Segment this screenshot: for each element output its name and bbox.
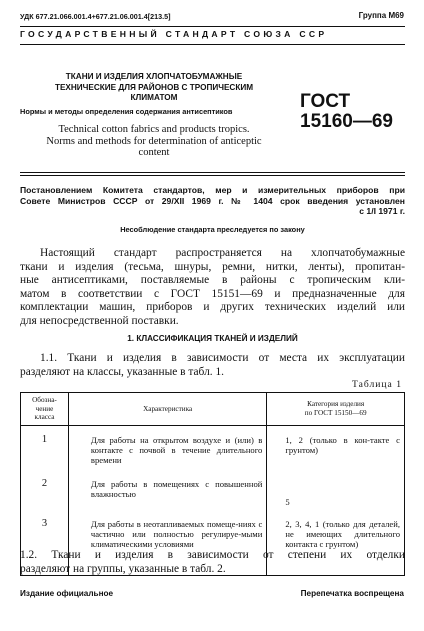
header-characteristic bbox=[68, 393, 266, 426]
official-edition-label: Издание официальное bbox=[20, 589, 114, 598]
intro-paragraph bbox=[20, 247, 405, 329]
cell-description: Для работы на открытом воздухе и (или) в контакте с почвой в течение длительного времени bbox=[68, 425, 266, 475]
intro-line: для непосредственной поставки. bbox=[20, 314, 179, 327]
group-code: Группа М69 bbox=[358, 11, 404, 20]
cell-class: 3 bbox=[21, 517, 69, 575]
paragraph-1-1 bbox=[20, 352, 405, 379]
intro-line: комплектации машин, приборов и других технических изделий или bbox=[20, 301, 405, 314]
header-class-designation bbox=[21, 393, 69, 426]
header-bottom-rule bbox=[20, 44, 405, 45]
intro-line: Настоящий стандарт распространяется на хлопчатобумажные bbox=[40, 247, 405, 259]
title-russian bbox=[20, 72, 288, 104]
cell-description: Для работы в неотапливаемых помеще-ниях с частично или полностью регулируе-мыми климатическими условиями bbox=[68, 517, 266, 575]
decree-top-rule bbox=[20, 172, 405, 173]
gost-number: 15160—69 bbox=[300, 111, 393, 132]
state-standard-banner: ГОСУДАРСТВЕННЫЙ СТАНДАРТ СОЮЗА ССР bbox=[20, 29, 328, 39]
penalty-notice: Несоблюдение стандарта преследуется по закону bbox=[120, 225, 305, 234]
title-en-line: Technical cotton fabrics and products tropics. bbox=[58, 124, 250, 135]
paragraph-1-2 bbox=[20, 549, 405, 576]
table-1 bbox=[20, 392, 405, 576]
reprint-prohibited-label: Перепечатка воспрещена bbox=[300, 589, 404, 598]
intro-line: ткани и изделия (тесьма, шнуры, ремни, нитки, ленты), пропитан- bbox=[20, 260, 405, 273]
title-ru-line: КЛИМАТОМ bbox=[130, 93, 178, 102]
title-ru-line: ТЕХНИЧЕСКИЕ ДЛЯ РАЙОНОВ С ТРОПИЧЕСКИМ bbox=[54, 82, 254, 92]
decree-top-rule-2 bbox=[20, 175, 405, 176]
p11-line: разделяют на классы, указанные в табл. 1. bbox=[20, 365, 224, 378]
p12-line: разделяют на группы, указанные в табл. 2. bbox=[20, 562, 226, 575]
table-caption: Таблица 1 bbox=[351, 379, 402, 390]
decree-line: Постановлением Комитета стандартов, мер и измерительных приборов при bbox=[20, 185, 405, 195]
header-characteristic-text: Характеристика bbox=[143, 404, 193, 413]
header-class-text: Обозна- чение класса bbox=[32, 396, 57, 421]
header-category bbox=[267, 393, 405, 426]
p11-line: 1.1. Ткани и изделия в зависимости от места их эксплуатации bbox=[40, 352, 405, 364]
intro-line: матом в соответствии с ГОСТ 15151—69 и предназначенные для bbox=[20, 287, 405, 300]
intro-line: ные антисептиками, поставляемые в районы с тропическим кли- bbox=[20, 274, 405, 287]
title-english bbox=[20, 124, 288, 159]
title-en-line: Norms and methods for determination of anticeptic bbox=[46, 135, 262, 147]
cell-category: 2, 3, 4, 1 (только для деталей, не имеющих длительного контакта с грунтом) bbox=[267, 517, 405, 575]
decree-line: с 1/I 1971 г. bbox=[359, 206, 405, 217]
table-row bbox=[21, 425, 405, 475]
udc-code: УДК 677.21.066.001.4+677.21.06.001.4[213.5] bbox=[20, 12, 171, 21]
cell-category: 5 bbox=[267, 475, 405, 517]
p12-line: 1.2. Ткани и изделия в зависимости от степени их отделки bbox=[20, 549, 405, 561]
title-ru-line: ТКАНИ И ИЗДЕЛИЯ ХЛОПЧАТОБУМАЖНЫЕ bbox=[65, 72, 243, 81]
decree-line: Совете Министров СССР от 29/XII 1969 г. № 1404 срок введения установлен bbox=[20, 195, 405, 206]
title-en-line: content bbox=[138, 147, 170, 158]
cell-description: Для работы в помещениях с повышенной влажностью bbox=[68, 475, 266, 517]
cell-class: 1 bbox=[21, 425, 69, 475]
cell-category: 1, 2 (только в кон-такте с грунтом) bbox=[267, 425, 405, 475]
gost-designation bbox=[300, 92, 393, 132]
header-category-text: Категория изделия по ГОСТ 15150—69 bbox=[304, 400, 367, 417]
title-russian-subtitle: Нормы и методы определения содержания антисептиков bbox=[20, 107, 233, 116]
table-header-row bbox=[21, 393, 405, 426]
section-1-heading: 1. КЛАССИФИКАЦИЯ ТКАНЕЙ И ИЗДЕЛИЙ bbox=[127, 334, 298, 343]
decree-block bbox=[20, 185, 405, 217]
header-top-rule bbox=[20, 26, 405, 27]
table-row bbox=[21, 475, 405, 517]
cell-class: 2 bbox=[21, 475, 69, 517]
gost-label: ГОСТ bbox=[300, 91, 351, 112]
